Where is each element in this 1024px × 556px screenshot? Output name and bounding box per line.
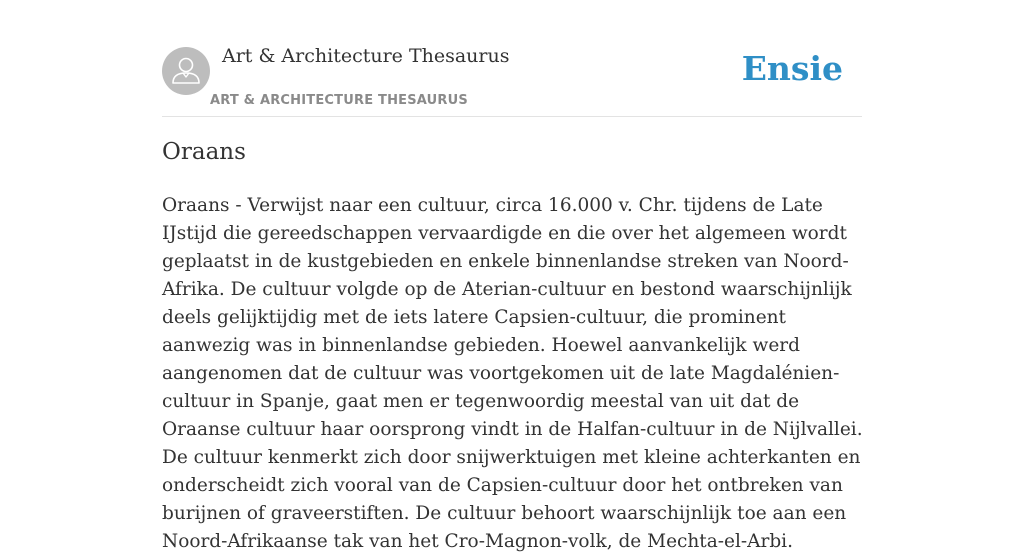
article-title: Oraans xyxy=(162,139,246,165)
author-avatar[interactable] xyxy=(162,47,210,95)
ensie-logo[interactable]: Ensie xyxy=(741,49,843,88)
user-icon xyxy=(162,47,210,95)
author-subtitle[interactable]: ART & ARCHITECTURE THESAURUS xyxy=(210,93,468,108)
article-header xyxy=(162,0,862,117)
article-container xyxy=(162,0,863,552)
article-body: Oraans - Verwijst naar een cultuur, circa 16.000 v. Chr. tijdens de Late IJstijd die gereedschappen vervaardigde en die over het algemeen wordt geplaatst in de kustgebieden en enkele binnenlandse streken van Noord-Afrika. De cultuur volgde op de Aterian-cultuur en bestond waarschijnlijk deels gelijktijdig met de iets latere Capsien-cultuur, die prominent aanwezig was in binnenlandse gebieden. Hoewel aanvankelijk werd aangenomen dat de cultuur was voortgekomen uit de late Magdalénien-cultuur in Spanje, gaat men er tegenwoordig meestal van uit dat de Oraanse cultuur haar oorsprong vindt in de Halfan-cultuur in de Nijlvallei. De cultuur kenmerkt zich door snijwerktuigen met kleine achterkanten en onderscheidt zich vooral van de Capsien-cultuur door het ontbreken van burijnen of graveerstiften. De cultuur behoort waarschijnlijk toe aan een Noord-Afrikaanse tak van het Cro-Magnon-volk, de Mechta-el-Arbi. xyxy=(162,195,863,552)
author-name[interactable]: Art & Architecture Thesaurus xyxy=(222,45,510,67)
